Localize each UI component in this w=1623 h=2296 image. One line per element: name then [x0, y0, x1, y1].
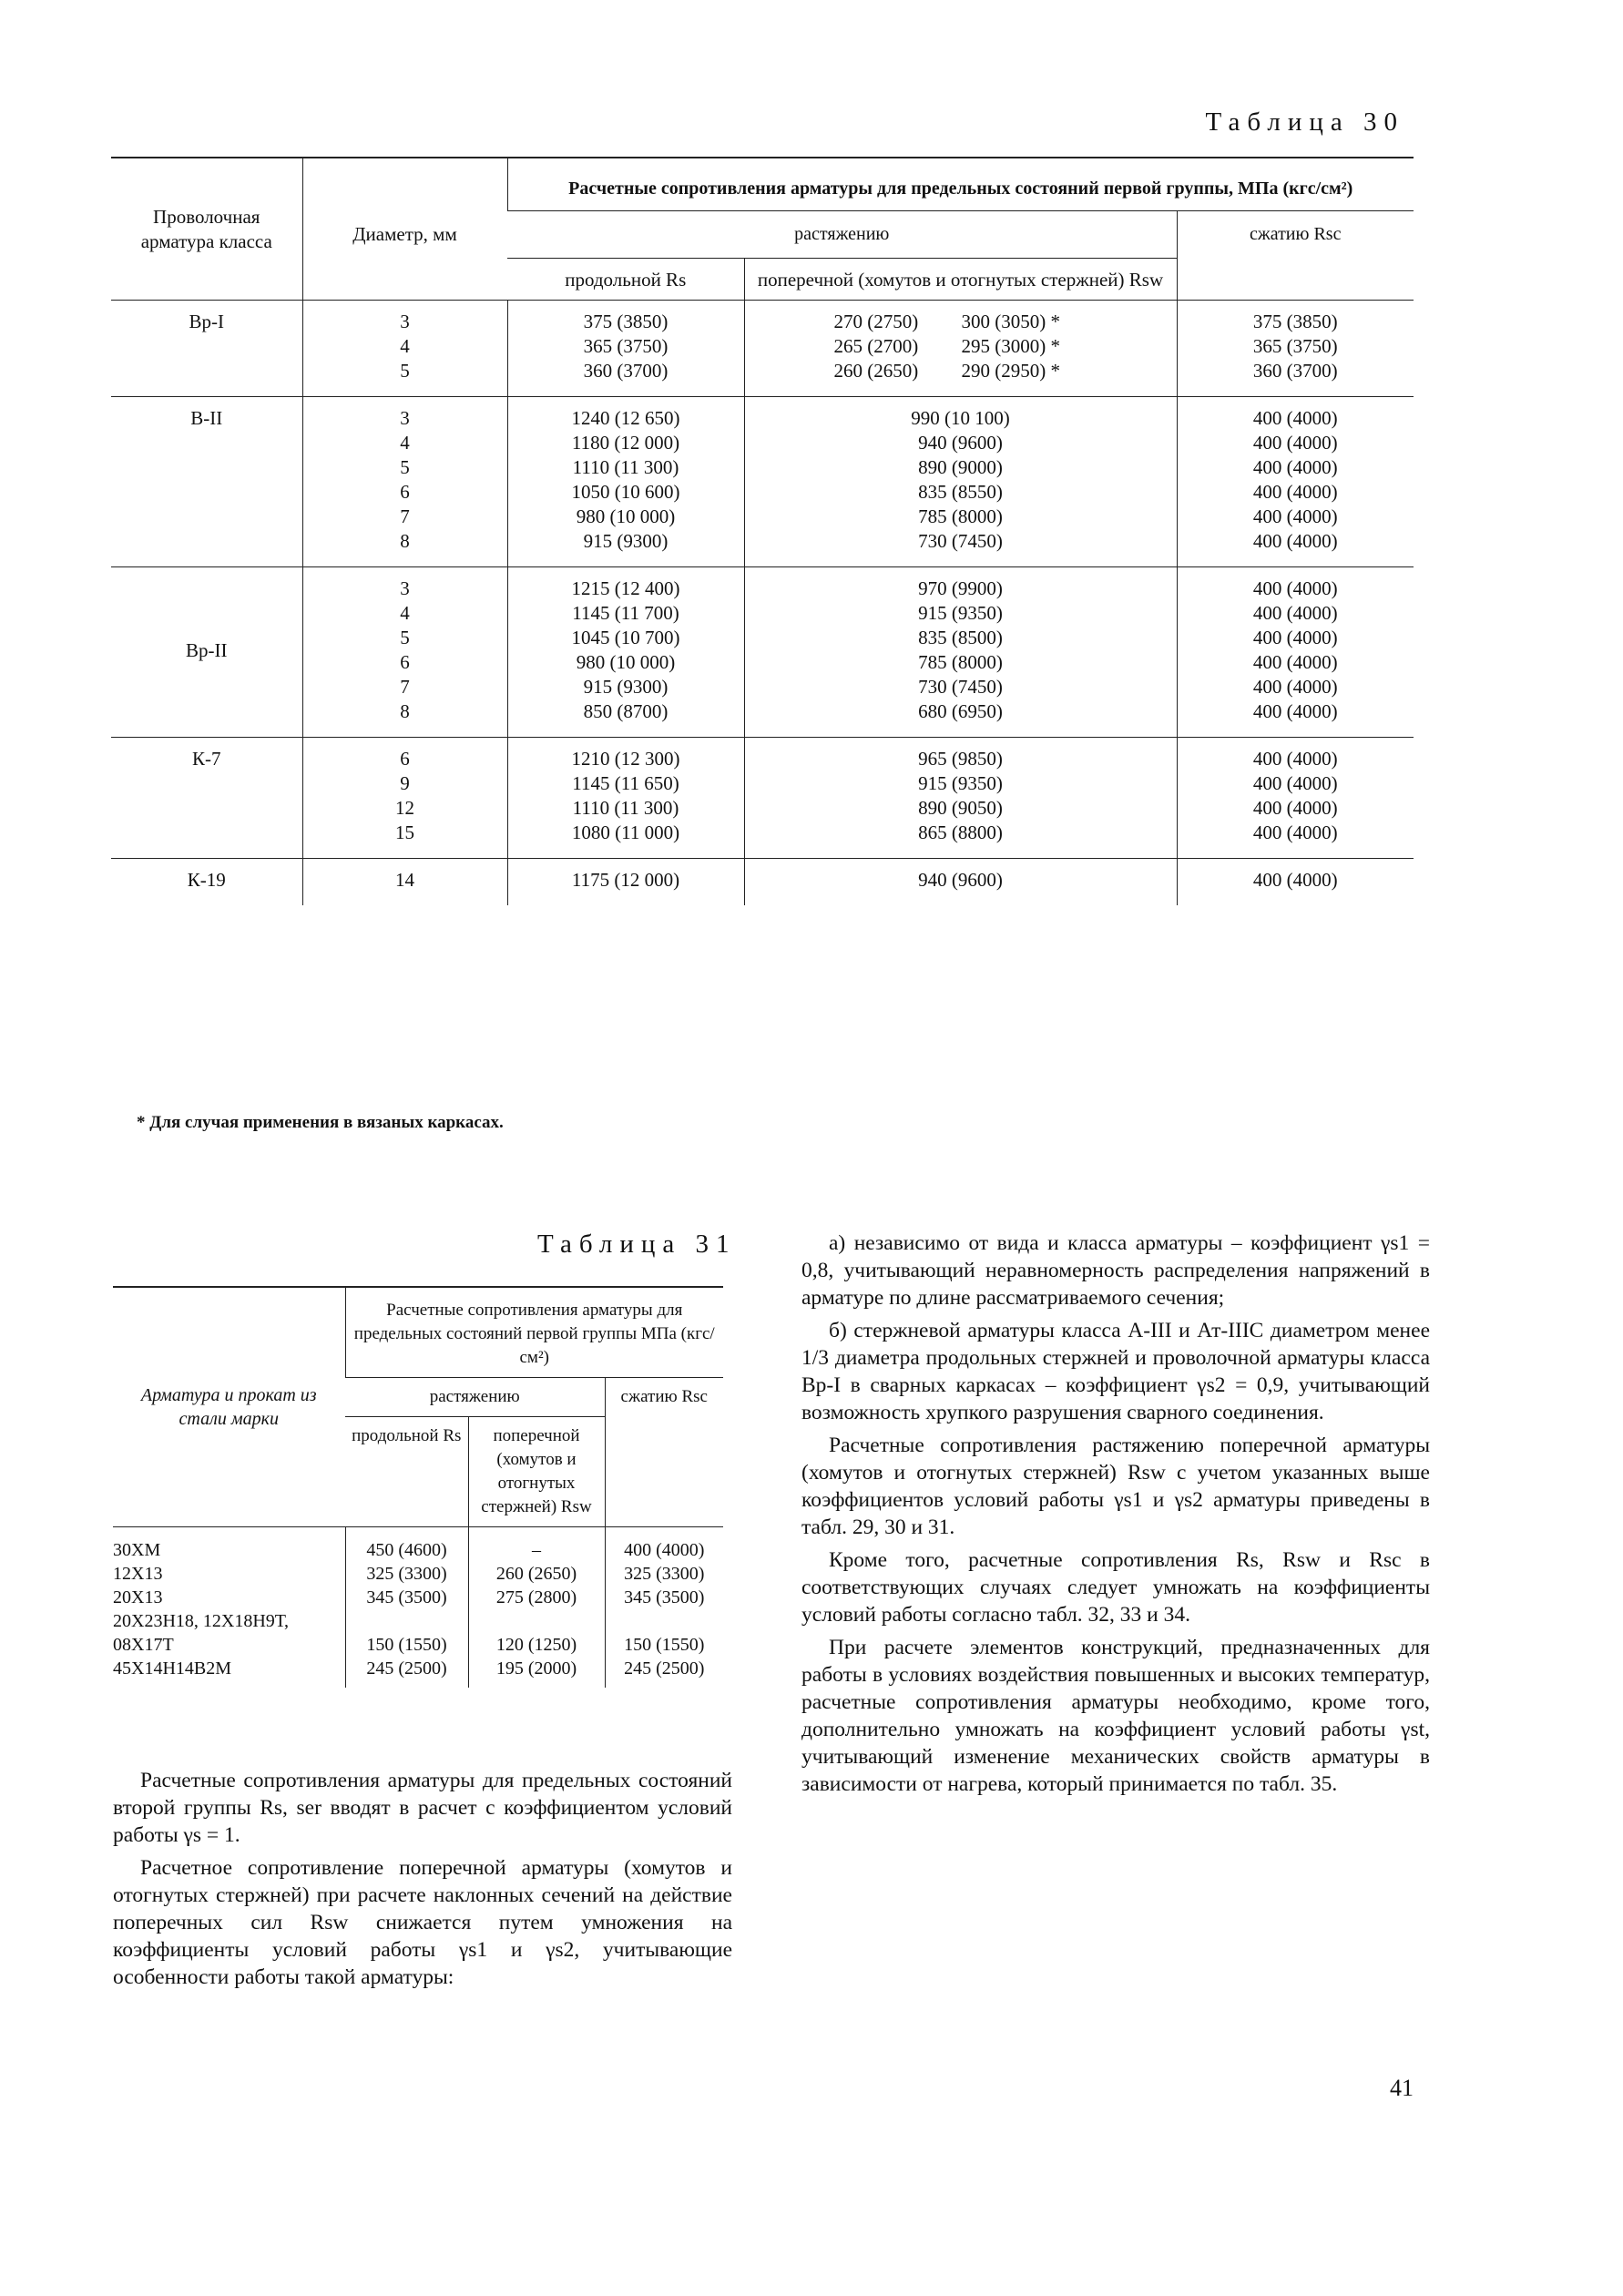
- rsw-cell-value: 785 (8000): [918, 505, 1003, 527]
- diameter-cell-value: 14: [395, 869, 414, 891]
- t31-rsw: [468, 1527, 605, 1689]
- t30-header-longitudinal: продольной Rs: [507, 259, 744, 301]
- t31-rsw-value: 120 (1250): [495, 1635, 577, 1655]
- t31-header-tension: растяжению: [345, 1378, 605, 1417]
- rs-cell-value: 360 (3700): [583, 360, 669, 382]
- rsw-cell-value: 865 (8800): [918, 821, 1003, 843]
- rsw-cell-value: 990 (10 100): [911, 407, 1010, 429]
- rs-cell-value: 1110 (11 300): [572, 797, 679, 819]
- rsw-cell-value: 940 (9600): [918, 869, 1003, 891]
- class-cell: В-II: [111, 397, 302, 567]
- rsw-cell-value: 915 (9350): [918, 602, 1003, 624]
- rsc-cell-value: 400 (4000): [1252, 602, 1338, 624]
- rsc-cell-value: 375 (3850): [1252, 311, 1338, 332]
- rs-cell: [507, 738, 744, 859]
- rsw-cell: [744, 567, 1177, 738]
- rsc-cell: [1177, 738, 1414, 859]
- rs-cell-value: 980 (10 000): [576, 505, 676, 527]
- rsc-cell-value: 400 (4000): [1252, 748, 1338, 770]
- class-cell: Вр-I: [111, 301, 302, 397]
- rs-cell-value: 1050 (10 600): [571, 481, 680, 503]
- rsw-cell-value: 680 (6950): [918, 700, 1003, 722]
- paragraph: б) стержневой арматуры класса А-III и Ат-IIIС диаметром менее 1/3 диаметра продольных стержней и проволочной арматуры класса Вр-I в сварных каркасах – коэффициент γs2 = 0,9, учитывающий возможность хрупкого разрушения сварного соединения.: [801, 1319, 1430, 1424]
- diameter-cell-value: 8: [400, 530, 410, 552]
- t31-rs-value: 325 (3300): [366, 1564, 447, 1584]
- rs-cell-value: 1215 (12 400): [571, 577, 680, 599]
- paragraph: Кроме того, расчетные сопротивления Rs, Rsw и Rsc в соответствующих случаях следует умножать на коэффициенты условий работы согласно табл. 32, 33 и 34.: [801, 1548, 1430, 1627]
- table-row: [111, 738, 1414, 859]
- t30-body: [111, 301, 1414, 906]
- t30-header-class: Проволочная арматура класса: [111, 158, 302, 301]
- table-row: [111, 859, 1414, 906]
- rsw-cell-value: 970 (9900): [918, 577, 1003, 599]
- rsw-cell-value: 890 (9050): [918, 797, 1003, 819]
- t31-rsc-value: 245 (2500): [624, 1658, 705, 1679]
- diameter-cell: [302, 301, 507, 397]
- rsw-cell: [744, 397, 1177, 567]
- t31-rsw-value: 195 (2000): [495, 1658, 577, 1679]
- diameter-cell-value: 7: [400, 676, 410, 698]
- t31-grades: [113, 1527, 345, 1689]
- t31-rsc: [605, 1527, 723, 1689]
- t31-rsw-value: 275 (2800): [495, 1587, 577, 1607]
- table-row: [111, 397, 1414, 567]
- t31-grades-value: 20Х23Н18, 12Х18Н9Т, 08Х17Т: [113, 1611, 289, 1655]
- rs-cell-value: 1045 (10 700): [571, 627, 680, 648]
- t31-rs: [345, 1527, 468, 1689]
- diameter-cell-value: 4: [400, 602, 410, 624]
- rsw-cell-value: 965 (9850): [918, 748, 1003, 770]
- diameter-cell-value: 5: [400, 360, 410, 382]
- rs-cell-value: 980 (10 000): [576, 651, 676, 673]
- rsc-cell-value: 400 (4000): [1252, 627, 1338, 648]
- table30-title: Таблица 30: [1205, 107, 1404, 137]
- rsc-cell-value: 400 (4000): [1252, 577, 1338, 599]
- table-row: [113, 1527, 723, 1689]
- rsw-cell-value: 260 (2650) 290 (2950) *: [833, 360, 1060, 382]
- rs-cell-value: 850 (8700): [583, 700, 669, 722]
- rs-cell-value: 1180 (12 000): [571, 432, 680, 454]
- t31-header-transverse: поперечной (хомутов и отогнутых стержней) Rsw: [468, 1417, 605, 1527]
- rsc-cell-value: 400 (4000): [1252, 651, 1338, 673]
- diameter-cell-value: 5: [400, 456, 410, 478]
- rs-cell: [507, 301, 744, 397]
- t31-grades-value: 45Х14Н14В2М: [113, 1658, 232, 1679]
- rsw-cell-value: 915 (9350): [918, 772, 1003, 794]
- table-31: [113, 1286, 723, 1688]
- rsw-cell: [744, 738, 1177, 859]
- right-column-text: [801, 1230, 1430, 1803]
- rsc-cell: [1177, 397, 1414, 567]
- t31-grades-value: 12Х13: [113, 1564, 163, 1584]
- rsc-cell-value: 400 (4000): [1252, 530, 1338, 552]
- t31-grades-value: 30ХМ: [113, 1540, 161, 1560]
- t30-header-compression: сжатию Rsc: [1177, 211, 1414, 301]
- rsw-cell-value: 270 (2750) 300 (3050) *: [833, 311, 1060, 332]
- rsc-cell-value: 400 (4000): [1252, 481, 1338, 503]
- rsw-cell: [744, 859, 1177, 906]
- rsc-cell-value: 400 (4000): [1252, 869, 1338, 891]
- diameter-cell-value: 3: [400, 407, 410, 429]
- class-cell: К-19: [187, 869, 226, 891]
- table-row: [111, 567, 1414, 738]
- rsc-cell: [1177, 567, 1414, 738]
- rs-cell-value: 365 (3750): [583, 335, 669, 357]
- class-cell: Вр-II: [111, 567, 302, 738]
- t31-rsc-value: 400 (4000): [624, 1540, 705, 1560]
- rsc-cell-value: 400 (4000): [1252, 407, 1338, 429]
- diameter-cell-value: 3: [400, 311, 410, 332]
- page-number: 41: [1390, 2075, 1414, 2101]
- t31-grades-value: 20Х13: [113, 1587, 163, 1607]
- diameter-cell-value: 6: [400, 748, 410, 770]
- rsc-cell-value: 360 (3700): [1252, 360, 1338, 382]
- t31-rsc-value: 325 (3300): [624, 1564, 705, 1584]
- rsc-cell-value: 400 (4000): [1252, 505, 1338, 527]
- diameter-cell: [302, 567, 507, 738]
- t30-header-tension: растяжению: [507, 211, 1177, 259]
- rsc-cell-value: 400 (4000): [1252, 456, 1338, 478]
- rs-cell-value: 1175 (12 000): [571, 869, 680, 891]
- rsw-cell-value: 835 (8550): [918, 481, 1003, 503]
- t31-rsc-value: 345 (3500): [624, 1587, 705, 1607]
- diameter-cell-value: 4: [400, 335, 410, 357]
- rsw-cell-value: 890 (9000): [918, 456, 1003, 478]
- rsw-cell-value: 785 (8000): [918, 651, 1003, 673]
- diameter-cell-value: 7: [400, 505, 410, 527]
- diameter-cell-value: 4: [400, 432, 410, 454]
- paragraph: Расчетные сопротивления арматуры для предельных состояний второй группы Rs, ser вводят в расчет с коэффициентом условий работы γs = 1.: [113, 1769, 732, 1847]
- diameter-cell-value: 6: [400, 481, 410, 503]
- rs-cell: [507, 567, 744, 738]
- diameter-cell-value: 15: [395, 821, 414, 843]
- diameter-cell: [302, 397, 507, 567]
- rsw-cell-value: 940 (9600): [918, 432, 1003, 454]
- rs-cell-value: 375 (3850): [583, 311, 669, 332]
- diameter-cell-value: 3: [400, 577, 410, 599]
- diameter-cell-value: 6: [400, 651, 410, 673]
- table-row: [111, 301, 1414, 397]
- t31-rs-value: 245 (2500): [366, 1658, 447, 1679]
- rsw-cell: [744, 301, 1177, 397]
- paragraph: Расчетное сопротивление поперечной арматуры (хомутов и отогнутых стержней) при расчете наклонных сечений на действие поперечных сил Rsw снижается путем умножения на коэффициенты условий работы γs1 и γs2, учитывающие особенности работы такой арматуры:: [113, 1856, 732, 1989]
- rsc-cell-value: 365 (3750): [1252, 335, 1338, 357]
- t31-rsc-value: 150 (1550): [624, 1635, 705, 1655]
- rs-cell-value: 1145 (11 650): [572, 772, 679, 794]
- rs-cell: [507, 397, 744, 567]
- diameter-cell: [302, 859, 507, 906]
- t31-rs-value: 345 (3500): [366, 1587, 447, 1607]
- t31-header-grade: Арматура и прокат из стали марки: [113, 1287, 345, 1527]
- diameter-cell-value: 5: [400, 627, 410, 648]
- t31-rs-value: 450 (4600): [366, 1540, 447, 1560]
- rsw-cell-value: 730 (7450): [918, 530, 1003, 552]
- t30-header-diameter: Диаметр, мм: [302, 158, 507, 301]
- table-30: [111, 157, 1414, 905]
- paragraph: а) независимо от вида и класса арматуры – коэффициент γs1 = 0,8, учитывающий неравномерность распределения напряжений в арматуре по длине рассматриваемого сечения;: [801, 1231, 1430, 1310]
- rs-cell-value: 1110 (11 300): [572, 456, 679, 478]
- t30-header-transverse: поперечной (хомутов и отогнутых стержней) Rsw: [744, 259, 1177, 301]
- class-cell: К-7: [111, 738, 302, 859]
- diameter-cell-value: 9: [400, 772, 410, 794]
- table31-title: Таблица 31: [537, 1230, 737, 1259]
- rsc-cell-value: 400 (4000): [1252, 772, 1338, 794]
- diameter-cell: [302, 738, 507, 859]
- rsw-cell-value: 835 (8500): [918, 627, 1003, 648]
- rsc-cell-value: 400 (4000): [1252, 821, 1338, 843]
- rs-cell-value: 915 (9300): [583, 530, 669, 552]
- table30-footnote: * Для случая применения в вязаных каркасах.: [137, 1113, 504, 1132]
- rs-cell: [507, 859, 744, 906]
- rs-cell-value: 1210 (12 300): [571, 748, 680, 770]
- rsc-cell-value: 400 (4000): [1252, 700, 1338, 722]
- rs-cell-value: 1240 (12 650): [571, 407, 680, 429]
- t31-rs-value: 150 (1550): [366, 1635, 447, 1655]
- rsc-cell: [1177, 301, 1414, 397]
- t31-header-longitudinal: продольной Rs: [345, 1417, 468, 1527]
- rsc-cell-value: 400 (4000): [1252, 432, 1338, 454]
- rsw-cell-value: 730 (7450): [918, 676, 1003, 698]
- t31-rsw-value: –: [532, 1540, 541, 1560]
- left-column-text: [113, 1767, 732, 1996]
- rsc-cell: [1177, 859, 1414, 906]
- rs-cell-value: 1145 (11 700): [572, 602, 679, 624]
- t31-header-compression: сжатию Rsc: [605, 1378, 723, 1527]
- diameter-cell-value: 12: [395, 797, 414, 819]
- rs-cell-value: 1080 (11 000): [571, 821, 680, 843]
- rs-cell-value: 915 (9300): [583, 676, 669, 698]
- paragraph: Расчетные сопротивления растяжению поперечной арматуры (хомутов и отогнутых стержней) Rsw с учетом указанных выше коэффициентов условий работы γs1 и γs2 арматуры приведены в табл. 29, 30 и 31.: [801, 1434, 1430, 1539]
- t31-header-resistance: Расчетные сопротивления арматуры для предельных состояний первой группы МПа (кгс/см²): [345, 1287, 723, 1378]
- paragraph: При расчете элементов конструкций, предназначенных для работы в условиях воздействия повышенных и высоких температур, расчетные сопротивления арматуры необходимо, кроме того, дополнительно умножать на коэффициент условий работы γst, учитывающий изменение механических свойств арматуры в зависимости от нагрева, который принимается по табл. 35.: [801, 1636, 1430, 1796]
- rsc-cell-value: 400 (4000): [1252, 797, 1338, 819]
- rsc-cell-value: 400 (4000): [1252, 676, 1338, 698]
- t31-rsw-value: 260 (2650): [495, 1564, 577, 1584]
- t30-header-resistance: Расчетные сопротивления арматуры для предельных состояний первой группы, МПа (кгс/см²): [507, 158, 1414, 211]
- rsw-cell-value: 265 (2700) 295 (3000) *: [833, 335, 1060, 357]
- diameter-cell-value: 8: [400, 700, 410, 722]
